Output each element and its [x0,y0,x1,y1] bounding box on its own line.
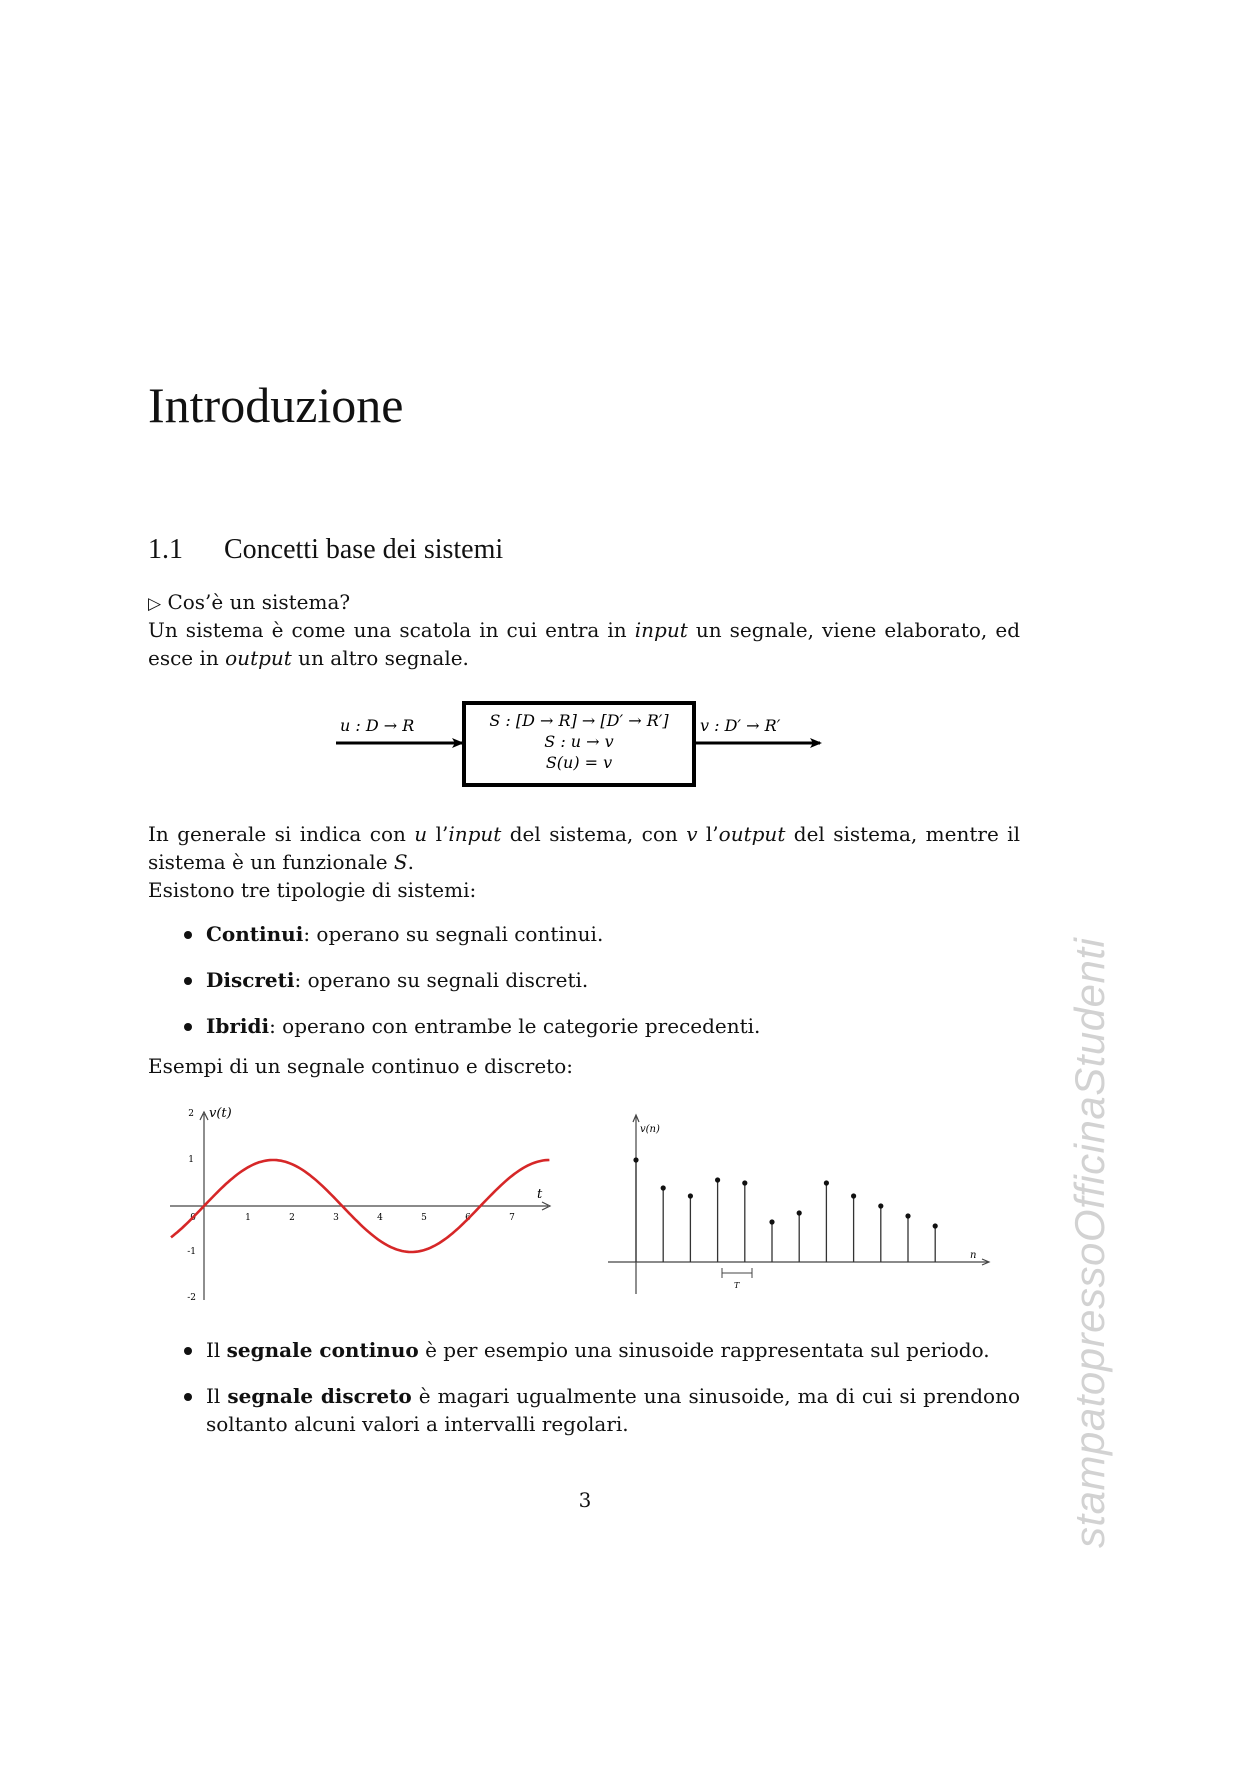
x-tick-label: 0 [190,1213,196,1223]
sample-point [905,1213,910,1218]
types-intro: Esistono tre tipologie di sistemi: [148,878,477,902]
bullet-icon [184,1023,192,1031]
x-tick-label: 1 [245,1213,251,1223]
sample-point [661,1185,666,1190]
bullet-icon [184,1393,192,1401]
triangle-marker-icon: ▷ [148,594,162,614]
general-paragraph: In generale si indica con u l’input del sistema, con v l’output del sistema, mentre il sistema è un funzionale S. [148,822,1020,874]
section-heading [148,534,503,566]
x-tick-label: 6 [465,1213,471,1223]
list-item: Discreti: operano su segnali discreti. [148,966,1020,994]
output-signal-label: v : D′ → R′ [700,716,781,735]
question-text: Cos’è un sistema? [167,590,351,614]
list-item: Il segnale discreto è magari ugualmente una sinusoide, ma di cui si prendono soltanto alcuni valori a intervalli regolari. [148,1382,1020,1438]
var-u: u [414,822,428,846]
intro-paragraph: Un sistema è come una scatola in cui entra in input un segnale, viene elaborato, ed esce in output un altro segnale. [148,618,1020,670]
sample-point [797,1210,802,1215]
system-equation-line: S(u) = v [545,753,613,772]
continuous-signal-plot [160,1100,560,1310]
x-tick-label: 4 [377,1213,383,1223]
y-axis-label: v(t) [209,1106,232,1121]
system-io-line: S : u → v [544,732,614,751]
input-signal-label: u : D → R [340,716,415,735]
sample-point [878,1203,883,1208]
x-axis-label: t [537,1187,543,1202]
y-tick-label: 2 [188,1109,194,1119]
sample-point [633,1157,638,1162]
page-number: 3 [578,1488,592,1512]
var-S: S [393,850,408,874]
x-tick-label: 5 [421,1213,427,1223]
x-tick-label: 7 [509,1213,515,1223]
input-word: input [634,618,688,642]
y-tick-label: -1 [187,1247,196,1257]
sample-point [851,1193,856,1198]
sample-point [715,1177,720,1182]
sample-point [824,1180,829,1185]
var-v: v [686,822,698,846]
y-tick-label: 1 [188,1155,194,1165]
x-tick-label: 2 [289,1213,295,1223]
sample-point [933,1223,938,1228]
list-item: Il segnale continuo è per esempio una sinusoide rappresentata sul periodo. [148,1336,1020,1364]
examples-intro: Esempi di un segnale continuo e discreto: [148,1054,573,1078]
x-axis-label: n [970,1250,977,1261]
period-label: T [734,1281,740,1290]
system-types-list [148,920,1020,1040]
list-item: Ibridi: operano con entrambe le categorie precedenti. [148,1012,1020,1040]
y-axis-label: v(n) [640,1124,660,1135]
discrete-signal-plot [600,1108,1000,1303]
watermark-text: stampatopressoOfficinaStudenti [1066,937,1113,1548]
sample-point [688,1193,693,1198]
signal-notes-list [148,1336,1020,1438]
x-tick-label: 3 [333,1213,339,1223]
output-word: output [718,822,786,846]
output-word: output [225,646,292,670]
discrete-samples [633,1157,937,1262]
input-word: input [448,822,502,846]
bullet-icon [184,931,192,939]
chapter-title: Introduzione [148,377,404,433]
question-line [148,588,1020,618]
bullet-icon [184,977,192,985]
y-tick-label: -2 [187,1293,196,1303]
sample-point [769,1219,774,1224]
system-mapping-line: S : [D → R] → [D′ → R′] [489,711,669,730]
system-block-diagram [330,695,830,795]
bullet-icon [184,1347,192,1355]
section-title: Concetti base dei sistemi [224,534,504,565]
list-item: Continui: operano su segnali continui. [148,920,1020,948]
section-number: 1.1 [148,534,183,565]
sample-point [742,1180,747,1185]
